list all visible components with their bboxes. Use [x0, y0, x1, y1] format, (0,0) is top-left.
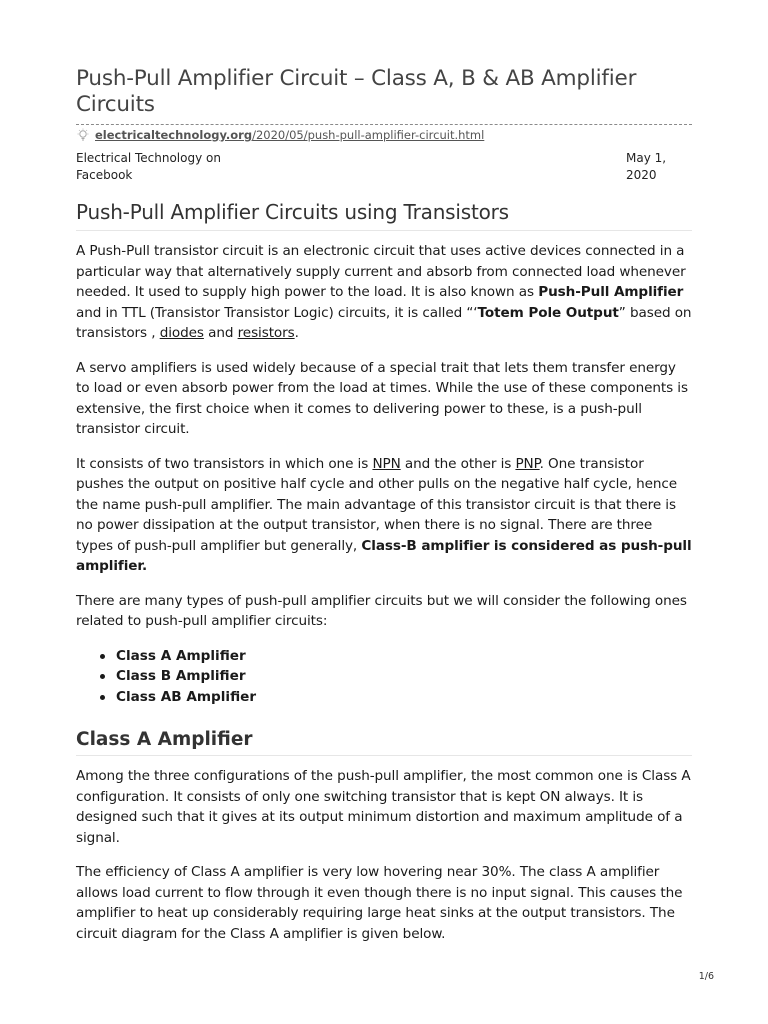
diodes-link[interactable]: diodes: [159, 325, 204, 341]
document-page: [76, 66, 692, 944]
pnp-link[interactable]: PNP: [515, 455, 540, 472]
resistors-link[interactable]: resistors: [237, 325, 295, 341]
section-heading-transistors: Push-Pull Amplifier Circuits using Transistors: [76, 200, 692, 231]
paragraph-types: There are many types of push-pull amplifier circuits but we will consider the following ones related to push-pull amplifier circuits:: [76, 592, 687, 629]
paragraph-class-a-efficiency: The efficiency of Class A amplifier is very low hovering near 30%. The class A amplifier allows load current to flow through it even though there is no input signal. This causes the amplifier to heat up considerably requiring large heat sinks at the output transistors. The circuit diagram for the Class A amplifier is given below.: [76, 864, 683, 942]
amplifier-class-list: [76, 646, 692, 708]
bulb-icon: [76, 128, 90, 142]
source-link[interactable]: electricaltechnology.org/2020/05/push-pull-amplifier-circuit.html: [95, 128, 485, 142]
article-meta: [76, 150, 692, 184]
paragraph-class-a-intro: Among the three configurations of the push-pull amplifier, the most common one is Class A configuration. It consists of only one switching transistor that is kept ON always. It is designed such that it gives at its output minimum distortion and maximum amplitude of a signal.: [76, 768, 691, 846]
list-item: Class AB Amplifier: [116, 687, 692, 708]
section-heading-class-a: Class A Amplifier: [76, 729, 692, 756]
source-url: [76, 124, 692, 142]
publish-date: May 1, 2020: [626, 151, 667, 182]
page-title: Push-Pull Amplifier Circuit – Class A, B & AB Amplifier Circuits: [76, 66, 637, 117]
author-line: Electrical Technology on Facebook: [76, 151, 221, 182]
paragraph-servo: A servo amplifiers is used widely because of a special trait that lets them transfer energy to load or even absorb power from the load at times. While the use of these components is extensive, the first choice when it comes to delivering power to these, is a push-pull transistor circuit.: [76, 359, 688, 437]
page-number: 1/6: [698, 971, 714, 982]
list-item: Class A Amplifier: [116, 646, 692, 667]
paragraph-transistors: It consists of two transistors in which one is NPN and the other is PNP. One transistor pushes the output on positive half cycle and other pulls on the negative half cycle, hence the name push-pull amplifier. The main advantage of this transistor circuit is that there is no power dissipation at the output transistor, when there is no signal. There are three types of push-pull amplifier but generally, Class-B amplifier is considered as push-pull amplifier.: [76, 455, 692, 574]
paragraph-intro: A Push-Pull transistor circuit is an electronic circuit that uses active devices connected in a particular way that alternatively supply current and absorb from connected load whenever needed. It used to supply high power to the load. It is also known as Push-Pull Amplifier and in TTL (Transistor Transistor Logic) circuits, it is called “‘Totem Pole Output” based on transistors , diodes and resistors.: [76, 243, 692, 341]
list-item: Class B Amplifier: [116, 666, 692, 687]
npn-link[interactable]: NPN: [372, 455, 401, 472]
